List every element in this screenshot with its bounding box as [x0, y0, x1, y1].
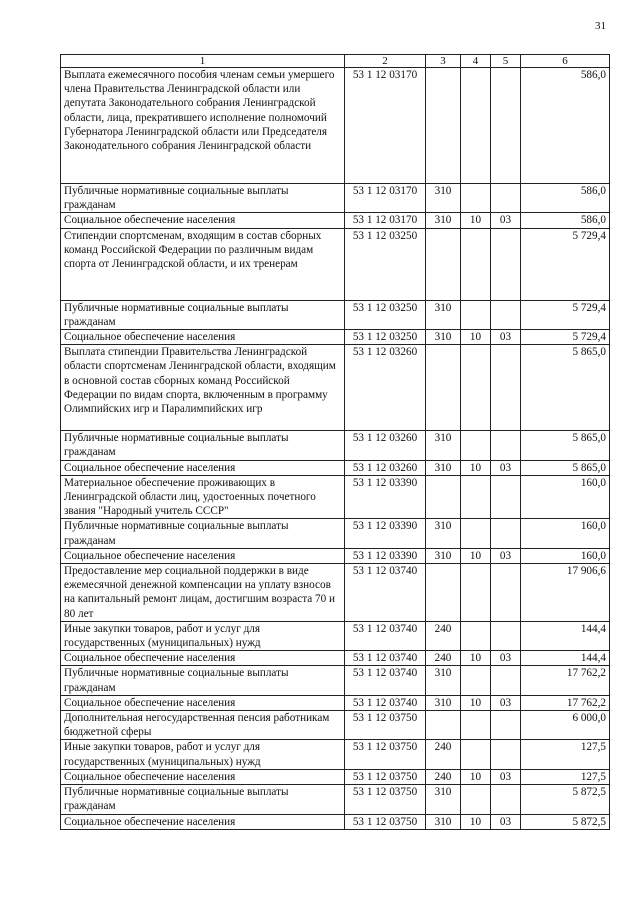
- cell-subsection: [491, 785, 521, 814]
- table-row: [61, 740, 610, 769]
- cell-section: 10: [461, 213, 491, 228]
- table-row: [61, 519, 610, 548]
- cell-section: [461, 564, 491, 622]
- cell-section: [461, 475, 491, 519]
- cell-name: Предоставление мер социальной поддержки в виде ежемесячной денежной компенсации на уплату взносов на капитальный ремонт лицам, достигшим возраста 70 и 80 лет: [61, 564, 345, 622]
- cell-expense-type: [426, 711, 461, 740]
- cell-name: Выплата ежемесячного пособия членам семьи умершего члена Правительства Ленинградской области или депутата Законодательного собрания Ленинградской области, лица, прекратившего исполнение полномочий Губернатора Ленинградской области или Председателя Законодательного собрания Ленинградской области: [61, 68, 345, 184]
- table-row: [61, 68, 610, 184]
- cell-amount: 5 865,0: [521, 431, 610, 460]
- cell-subsection: [491, 666, 521, 695]
- cell-expense-type: 310: [426, 431, 461, 460]
- budget-table: [60, 54, 610, 830]
- cell-expense-type: 310: [426, 785, 461, 814]
- table-row: [61, 330, 610, 345]
- cell-code: 53 1 12 03390: [345, 548, 426, 563]
- cell-expense-type: 310: [426, 666, 461, 695]
- cell-name: Публичные нормативные социальные выплаты гражданам: [61, 519, 345, 548]
- cell-expense-type: 240: [426, 769, 461, 784]
- table-row: [61, 666, 610, 695]
- cell-subsection: [491, 564, 521, 622]
- cell-name: Публичные нормативные социальные выплаты гражданам: [61, 184, 345, 213]
- cell-code: 53 1 12 03740: [345, 621, 426, 650]
- table-row: [61, 651, 610, 666]
- cell-subsection: 03: [491, 769, 521, 784]
- table-header: [61, 55, 610, 68]
- cell-name: Публичные нормативные социальные выплаты гражданам: [61, 666, 345, 695]
- cell-amount: 5 872,5: [521, 785, 610, 814]
- cell-name: Социальное обеспечение населения: [61, 330, 345, 345]
- cell-name: Дополнительная негосударственная пенсия работникам бюджетной сферы: [61, 711, 345, 740]
- cell-subsection: 03: [491, 651, 521, 666]
- table-row: [61, 548, 610, 563]
- cell-expense-type: 310: [426, 814, 461, 829]
- table-row: [61, 213, 610, 228]
- cell-amount: 17 762,2: [521, 666, 610, 695]
- cell-expense-type: 240: [426, 740, 461, 769]
- cell-code: 53 1 12 03750: [345, 711, 426, 740]
- cell-name: Материальное обеспечение проживающих в Ленинградской области лиц, удостоенных почетного звания "Народный учитель СССР": [61, 475, 345, 519]
- cell-subsection: 03: [491, 695, 521, 710]
- cell-section: 10: [461, 769, 491, 784]
- cell-name: Социальное обеспечение населения: [61, 695, 345, 710]
- cell-subsection: [491, 300, 521, 329]
- cell-code: 53 1 12 03390: [345, 519, 426, 548]
- cell-subsection: [491, 228, 521, 300]
- cell-name: Стипендии спортсменам, входящим в состав сборных команд Российской Федерации по различным видам спорта от Ленинградской области, и их тренерам: [61, 228, 345, 300]
- table-row: [61, 621, 610, 650]
- cell-subsection: [491, 184, 521, 213]
- cell-amount: 160,0: [521, 475, 610, 519]
- cell-amount: 586,0: [521, 68, 610, 184]
- cell-name: Социальное обеспечение населения: [61, 548, 345, 563]
- cell-amount: 5 872,5: [521, 814, 610, 829]
- cell-amount: 160,0: [521, 519, 610, 548]
- cell-section: [461, 300, 491, 329]
- table-row: [61, 769, 610, 784]
- cell-name: Социальное обеспечение населения: [61, 769, 345, 784]
- cell-code: 53 1 12 03170: [345, 213, 426, 228]
- cell-subsection: [491, 68, 521, 184]
- cell-name: Выплата стипендии Правительства Ленинградской области спортсменам Ленинградской области, входящим в основной состав сборных команд Российской Федерации по видам спорта, включенным в программу Олимпийских игр и Паралимпийских игр: [61, 345, 345, 431]
- cell-code: 53 1 12 03750: [345, 814, 426, 829]
- cell-expense-type: [426, 68, 461, 184]
- cell-section: [461, 228, 491, 300]
- table-row: [61, 460, 610, 475]
- cell-subsection: 03: [491, 460, 521, 475]
- header-col-1: 1: [61, 55, 345, 68]
- cell-name: Социальное обеспечение населения: [61, 814, 345, 829]
- cell-amount: 5 865,0: [521, 345, 610, 431]
- cell-section: [461, 519, 491, 548]
- cell-name: Социальное обеспечение населения: [61, 651, 345, 666]
- header-col-5: 5: [491, 55, 521, 68]
- cell-amount: 127,5: [521, 740, 610, 769]
- table-row: [61, 184, 610, 213]
- cell-name: Иные закупки товаров, работ и услуг для государственных (муниципальных) нужд: [61, 621, 345, 650]
- cell-amount: 144,4: [521, 621, 610, 650]
- cell-subsection: [491, 431, 521, 460]
- cell-expense-type: 310: [426, 519, 461, 548]
- cell-section: 10: [461, 548, 491, 563]
- cell-amount: 17 906,6: [521, 564, 610, 622]
- cell-name: Публичные нормативные социальные выплаты гражданам: [61, 785, 345, 814]
- cell-section: [461, 711, 491, 740]
- cell-expense-type: 310: [426, 184, 461, 213]
- cell-subsection: [491, 621, 521, 650]
- cell-section: [461, 68, 491, 184]
- cell-code: 53 1 12 03250: [345, 330, 426, 345]
- cell-code: 53 1 12 03740: [345, 695, 426, 710]
- cell-section: [461, 621, 491, 650]
- cell-subsection: [491, 740, 521, 769]
- cell-expense-type: 310: [426, 213, 461, 228]
- cell-section: 10: [461, 651, 491, 666]
- cell-code: 53 1 12 03250: [345, 228, 426, 300]
- cell-section: 10: [461, 330, 491, 345]
- cell-expense-type: [426, 564, 461, 622]
- table-body: [61, 68, 610, 830]
- cell-section: [461, 666, 491, 695]
- cell-expense-type: 310: [426, 460, 461, 475]
- table-row: [61, 814, 610, 829]
- cell-expense-type: 310: [426, 548, 461, 563]
- cell-expense-type: 310: [426, 330, 461, 345]
- cell-amount: 6 000,0: [521, 711, 610, 740]
- cell-subsection: 03: [491, 814, 521, 829]
- cell-amount: 144,4: [521, 651, 610, 666]
- header-col-2: 2: [345, 55, 426, 68]
- table-row: [61, 564, 610, 622]
- cell-code: 53 1 12 03740: [345, 651, 426, 666]
- table-row: [61, 695, 610, 710]
- cell-name: Публичные нормативные социальные выплаты гражданам: [61, 431, 345, 460]
- header-col-3: 3: [426, 55, 461, 68]
- cell-expense-type: 240: [426, 621, 461, 650]
- header-col-6: 6: [521, 55, 610, 68]
- cell-code: 53 1 12 03170: [345, 184, 426, 213]
- cell-amount: 5 729,4: [521, 300, 610, 329]
- cell-section: [461, 785, 491, 814]
- cell-subsection: [491, 711, 521, 740]
- cell-name: Социальное обеспечение населения: [61, 213, 345, 228]
- cell-expense-type: [426, 228, 461, 300]
- table-row: [61, 228, 610, 300]
- cell-amount: 17 762,2: [521, 695, 610, 710]
- cell-amount: 5 729,4: [521, 330, 610, 345]
- cell-section: 10: [461, 814, 491, 829]
- cell-expense-type: [426, 345, 461, 431]
- cell-section: 10: [461, 695, 491, 710]
- cell-code: 53 1 12 03250: [345, 300, 426, 329]
- cell-name: Социальное обеспечение населения: [61, 460, 345, 475]
- cell-expense-type: 240: [426, 651, 461, 666]
- table-row: [61, 711, 610, 740]
- cell-code: 53 1 12 03740: [345, 666, 426, 695]
- cell-expense-type: [426, 475, 461, 519]
- cell-subsection: 03: [491, 548, 521, 563]
- cell-subsection: [491, 519, 521, 548]
- cell-expense-type: 310: [426, 695, 461, 710]
- cell-section: 10: [461, 460, 491, 475]
- cell-code: 53 1 12 03750: [345, 740, 426, 769]
- cell-section: [461, 431, 491, 460]
- page-number: 31: [595, 20, 606, 32]
- table-row: [61, 475, 610, 519]
- table-row: [61, 431, 610, 460]
- cell-code: 53 1 12 03170: [345, 68, 426, 184]
- cell-amount: 127,5: [521, 769, 610, 784]
- table-row: [61, 785, 610, 814]
- cell-code: 53 1 12 03260: [345, 345, 426, 431]
- cell-subsection: [491, 475, 521, 519]
- cell-amount: 586,0: [521, 184, 610, 213]
- cell-section: [461, 740, 491, 769]
- cell-section: [461, 184, 491, 213]
- cell-amount: 586,0: [521, 213, 610, 228]
- table-row: [61, 300, 610, 329]
- cell-expense-type: 310: [426, 300, 461, 329]
- cell-code: 53 1 12 03260: [345, 460, 426, 475]
- table-row: [61, 345, 610, 431]
- cell-code: 53 1 12 03390: [345, 475, 426, 519]
- cell-code: 53 1 12 03750: [345, 785, 426, 814]
- cell-code: 53 1 12 03740: [345, 564, 426, 622]
- cell-subsection: 03: [491, 213, 521, 228]
- cell-amount: 5 865,0: [521, 460, 610, 475]
- header-row: [61, 55, 610, 68]
- cell-subsection: [491, 345, 521, 431]
- cell-subsection: 03: [491, 330, 521, 345]
- cell-section: [461, 345, 491, 431]
- cell-name: Публичные нормативные социальные выплаты гражданам: [61, 300, 345, 329]
- cell-amount: 5 729,4: [521, 228, 610, 300]
- cell-amount: 160,0: [521, 548, 610, 563]
- cell-name: Иные закупки товаров, работ и услуг для государственных (муниципальных) нужд: [61, 740, 345, 769]
- header-col-4: 4: [461, 55, 491, 68]
- cell-code: 53 1 12 03260: [345, 431, 426, 460]
- cell-code: 53 1 12 03750: [345, 769, 426, 784]
